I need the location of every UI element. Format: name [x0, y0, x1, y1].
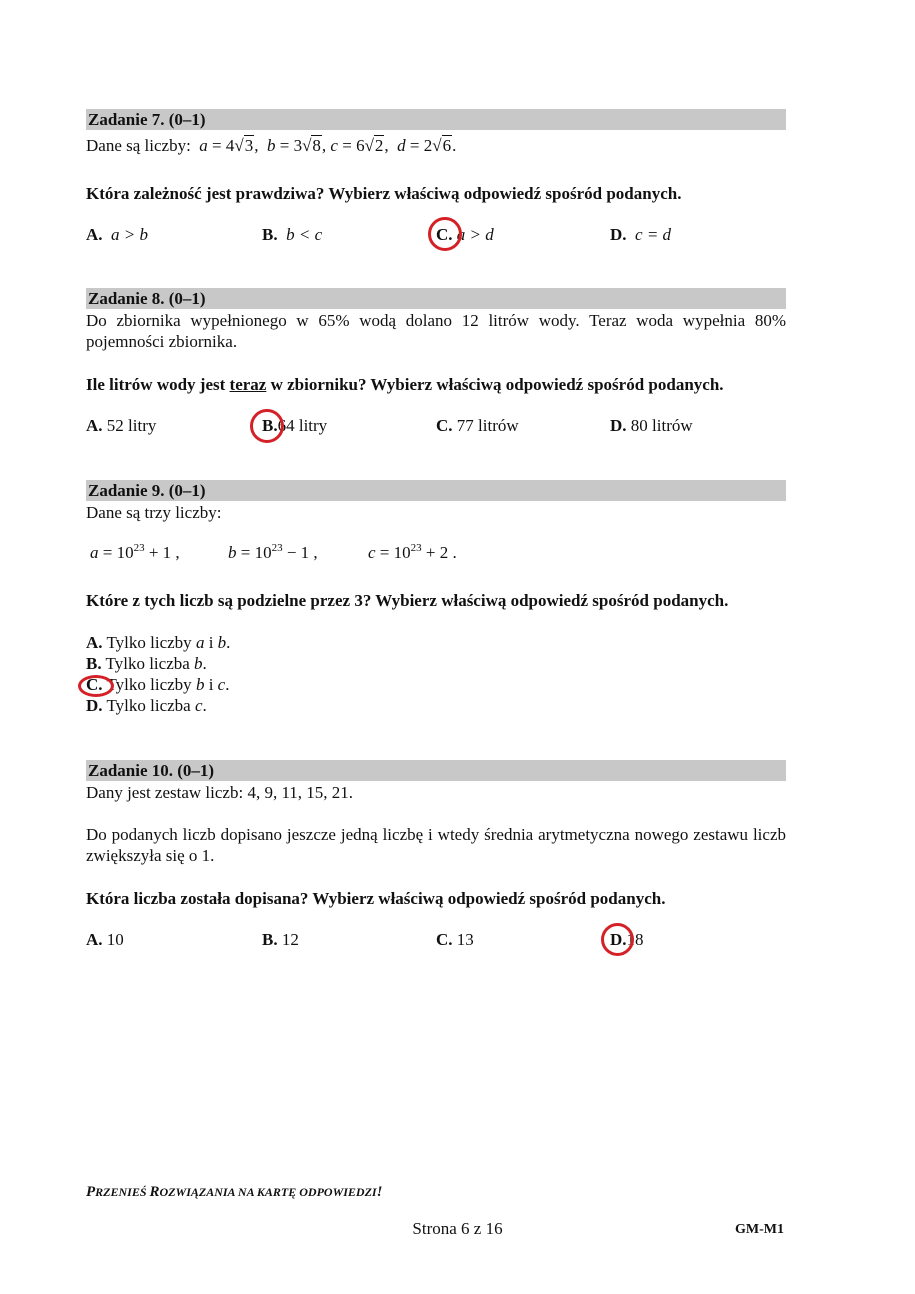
page-number: Strona 6 z 16: [412, 1219, 503, 1238]
var-d: d: [397, 136, 406, 155]
answer-letter: A.: [86, 225, 103, 244]
eq-base: 10: [116, 543, 134, 562]
answer-mid: i: [204, 675, 218, 694]
task-10-text: Do podanych liczb dopisano jeszcze jedną liczbę i wtedy średnia arytmetyczna nowego zestawu liczb zwiększyła się o 1.: [86, 825, 786, 865]
answer-text: 64 litry: [277, 416, 328, 435]
task-9-eq-b: $b = 10^{23} - 1$ ,: [228, 542, 318, 562]
transfer-answers-note: [86, 1184, 382, 1201]
answer-text: 77 litrów: [456, 416, 519, 435]
coef-b: 3: [293, 136, 303, 155]
task-8-question-pre: Ile litrów wody jest: [86, 375, 230, 394]
sqrt-d: √6: [432, 136, 452, 155]
answer-text: 18: [626, 930, 644, 949]
eq-exp: 23: [133, 542, 145, 554]
task-7-answers: [86, 225, 786, 247]
answer-var: c: [194, 696, 203, 715]
task-9: [86, 480, 786, 720]
task-7-intro: Dane są liczby:: [86, 136, 191, 155]
answer-letter: C.: [86, 675, 103, 694]
task-7-answer-marked-circle: [428, 217, 462, 251]
sqrt-c: √2: [364, 136, 384, 155]
task-8-answer-d[interactable]: [610, 416, 693, 436]
task-8-question-post: w zbiorniku? Wybierz właściwą odpowiedź spośród podanych.: [266, 375, 724, 394]
task-8-answer-a[interactable]: [86, 416, 156, 436]
task-8-answers: [86, 416, 786, 438]
answer-letter: C.: [436, 225, 453, 244]
task-9-eq-c: $c = 10^{23} + 2$ .: [368, 542, 457, 562]
answer-letter: A.: [86, 633, 103, 652]
task-8-answer-c[interactable]: [436, 416, 519, 436]
answer-text: a > d: [456, 225, 494, 244]
note-initial-p: P: [86, 1184, 96, 1200]
task-9-answer-a[interactable]: [86, 633, 230, 653]
task-7-answer-a[interactable]: [86, 225, 148, 245]
answer-text: c = d: [635, 225, 672, 244]
eq-exp: 23: [410, 542, 422, 554]
answer-letter: D.: [86, 696, 103, 715]
answer-var: c: [217, 675, 226, 694]
answer-pre: Tylko liczby: [102, 633, 196, 652]
task-10: [86, 760, 786, 960]
answer-text: b < c: [286, 225, 323, 244]
answer-letter: B.: [262, 225, 278, 244]
task-10-intro: Dany jest zestaw liczb: 4, 9, 11, 15, 21.: [86, 783, 354, 802]
answer-end: .: [226, 633, 231, 652]
answer-text: 10: [106, 930, 124, 949]
task-7-question: Która zależność jest prawdziwa? Wybierz właściwą odpowiedź spośród podanych.: [86, 184, 682, 203]
answer-letter: B.: [262, 930, 278, 949]
coef-a: 4: [225, 136, 235, 155]
task-9-intro: Dane są trzy liczby:: [86, 503, 222, 522]
sqrt-a: √3: [234, 136, 254, 155]
answer-var: b: [217, 633, 227, 652]
answer-mid: i: [204, 633, 218, 652]
note-part-1: RZENIEŚ: [95, 1185, 150, 1199]
task-10-answer-a[interactable]: [86, 930, 124, 950]
note-initial-r: R: [149, 1184, 160, 1200]
answer-var: a: [195, 633, 205, 652]
answer-text: a > b: [111, 225, 149, 244]
eq-var: c: [368, 543, 376, 562]
answer-letter: C.: [436, 930, 453, 949]
var-a: a: [199, 136, 208, 155]
eq-exp: 23: [271, 542, 283, 554]
answer-text: 13: [456, 930, 474, 949]
answer-pre: Tylko liczba: [102, 696, 195, 715]
answer-text: 12: [281, 930, 299, 949]
task-7-answer-b[interactable]: [262, 225, 322, 245]
task-10-answers: [86, 930, 786, 952]
eq-rest: + 1 ,: [144, 543, 180, 562]
task-10-answer-marked-circle: [601, 923, 634, 956]
eq-var: a: [90, 543, 99, 562]
coef-c: 6: [356, 136, 365, 155]
rad-c: 2: [374, 136, 384, 155]
answer-letter: B.: [86, 654, 102, 673]
answer-letter: D.: [610, 416, 627, 435]
task-10-answer-b[interactable]: [262, 930, 299, 950]
answer-letter: D.: [610, 225, 627, 244]
answer-letter: A.: [86, 930, 103, 949]
answer-letter: C.: [436, 416, 453, 435]
task-7-header: Zadanie 7. (0–1): [86, 109, 786, 130]
answer-letter: B.: [262, 416, 278, 435]
task-9-header: Zadanie 9. (0–1): [86, 480, 786, 501]
answer-text: 52 litry: [106, 416, 157, 435]
answer-pre: Tylko liczba: [101, 654, 195, 673]
answer-letter: D.: [610, 930, 627, 949]
task-10-answer-c[interactable]: [436, 930, 474, 950]
note-part-2: OZWIĄZANIA NA KARTĘ ODPOWIEDZI: [159, 1185, 377, 1199]
task-7-answer-d[interactable]: [610, 225, 671, 245]
answer-end: .: [202, 696, 207, 715]
eq-base: 10: [254, 543, 272, 562]
eq-base: 10: [393, 543, 411, 562]
note-end: !: [376, 1184, 383, 1200]
task-8-header: Zadanie 8. (0–1): [86, 288, 786, 309]
task-10-question: Która liczba została dopisana? Wybierz właściwą odpowiedź spośród podanych.: [86, 889, 666, 908]
var-b: b: [266, 136, 276, 155]
rad-d: 6: [442, 136, 452, 155]
task-7-intro-line: Dane są liczby: a = 4√3, b = 3√8, c = 6√2, d = 2√6.: [86, 136, 457, 155]
var-c: c: [330, 136, 338, 155]
eq-rest: − 1 ,: [282, 543, 318, 562]
exam-code: GM-M1: [735, 1222, 784, 1237]
eq-rest: + 2 .: [421, 543, 457, 562]
task-8-text: Do zbiornika wypełnionego w 65% wodą dolano 12 litrów wody. Teraz woda wypełnia 80% pojemności zbiornika.: [86, 311, 786, 351]
sqrt-b: √8: [302, 136, 321, 155]
rad-b: 8: [312, 136, 321, 155]
task-8-question-underlined: teraz: [229, 375, 267, 394]
eq-var: b: [228, 543, 237, 562]
answer-end: .: [225, 675, 230, 694]
task-9-answer-marked-circle: [78, 675, 114, 697]
answer-var: b: [195, 675, 205, 694]
answer-letter: A.: [86, 416, 103, 435]
task-9-question: Które z tych liczb są podzielne przez 3? Wybierz właściwą odpowiedź spośród podanych.: [86, 591, 729, 610]
task-7: [86, 109, 786, 259]
task-9-eq-a: $a = 10^{23} + 1$ ,: [90, 542, 180, 562]
task-9-answer-d[interactable]: [86, 696, 207, 716]
rad-a: 3: [244, 136, 254, 155]
answer-end: .: [202, 654, 207, 673]
answer-text: 80 litrów: [630, 416, 693, 435]
answer-pre: Tylko liczby: [102, 675, 196, 694]
task-8: [86, 288, 786, 438]
answer-var: b: [194, 654, 203, 673]
task-8-question: [86, 374, 724, 395]
task-8-answer-marked-circle: [250, 409, 284, 443]
task-10-header: Zadanie 10. (0–1): [86, 760, 786, 781]
task-9-answer-b[interactable]: [86, 654, 207, 674]
coef-d: 2: [423, 136, 433, 155]
